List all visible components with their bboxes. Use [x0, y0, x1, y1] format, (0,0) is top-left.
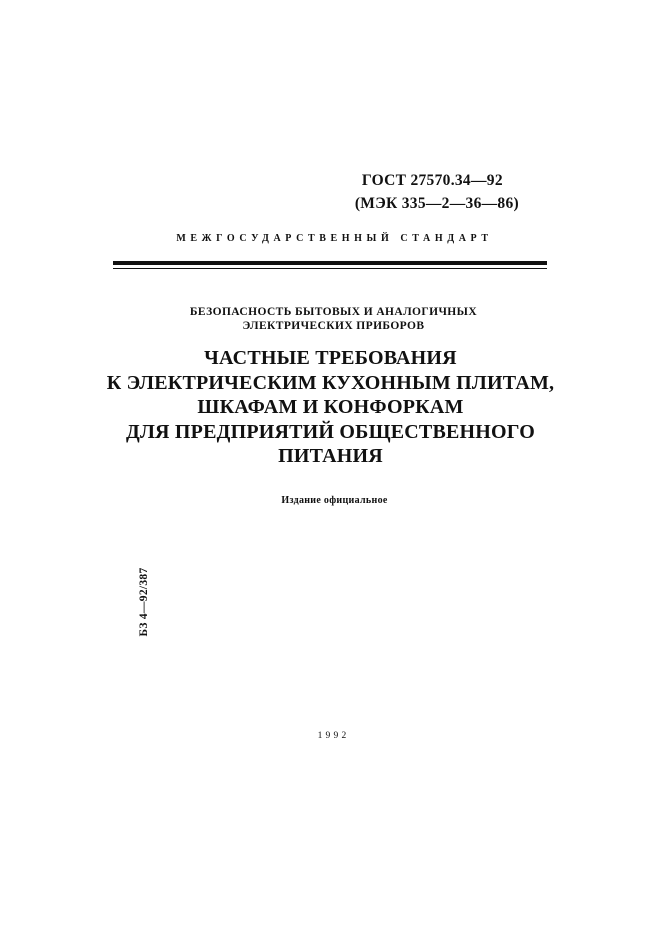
publication-year-text: 1992: [317, 731, 350, 741]
document-title: [0, 346, 661, 469]
title-line-2: К ЭЛЕКТРИЧЕСКИМ КУХОННЫМ ПЛИТАМ,: [106, 371, 555, 394]
iec-number: (МЭК 335—2—36—86): [354, 195, 519, 212]
title-line-5: ПИТАНИЯ: [278, 445, 383, 467]
subtitle-line-1: БЕЗОПАСНОСТЬ БЫТОВЫХ И АНАЛОГИЧНЫХ: [189, 306, 478, 318]
side-code-text: БЗ 4—92/387: [138, 567, 150, 637]
gost-number: ГОСТ 27570.34—92: [361, 172, 503, 189]
document-subtitle: [0, 305, 661, 333]
title-line-1: ЧАСТНЫЕ ТРЕБОВАНИЯ: [204, 347, 457, 369]
standard-type-label: МЕЖГОСУДАРСТВЕННЫЙ СТАНДАРТ: [176, 233, 493, 244]
standard-designation: [355, 169, 519, 215]
side-code: [136, 564, 152, 640]
title-line-4: ДЛЯ ПРЕДПРИЯТИЙ ОБЩЕСТВЕННОГО: [125, 420, 535, 443]
publication-year: [0, 731, 661, 741]
header-rule-thick: [113, 261, 547, 265]
title-line-3: ШКАФАМ И КОНФОРКАМ: [197, 396, 464, 418]
edition-note-text: Издание официальное: [281, 495, 388, 506]
subtitle-line-2: ЭЛЕКТРИЧЕСКИХ ПРИБОРОВ: [242, 320, 425, 332]
header-rule-thin: [113, 268, 547, 269]
edition-note: [0, 495, 661, 506]
standard-type: [0, 233, 661, 244]
